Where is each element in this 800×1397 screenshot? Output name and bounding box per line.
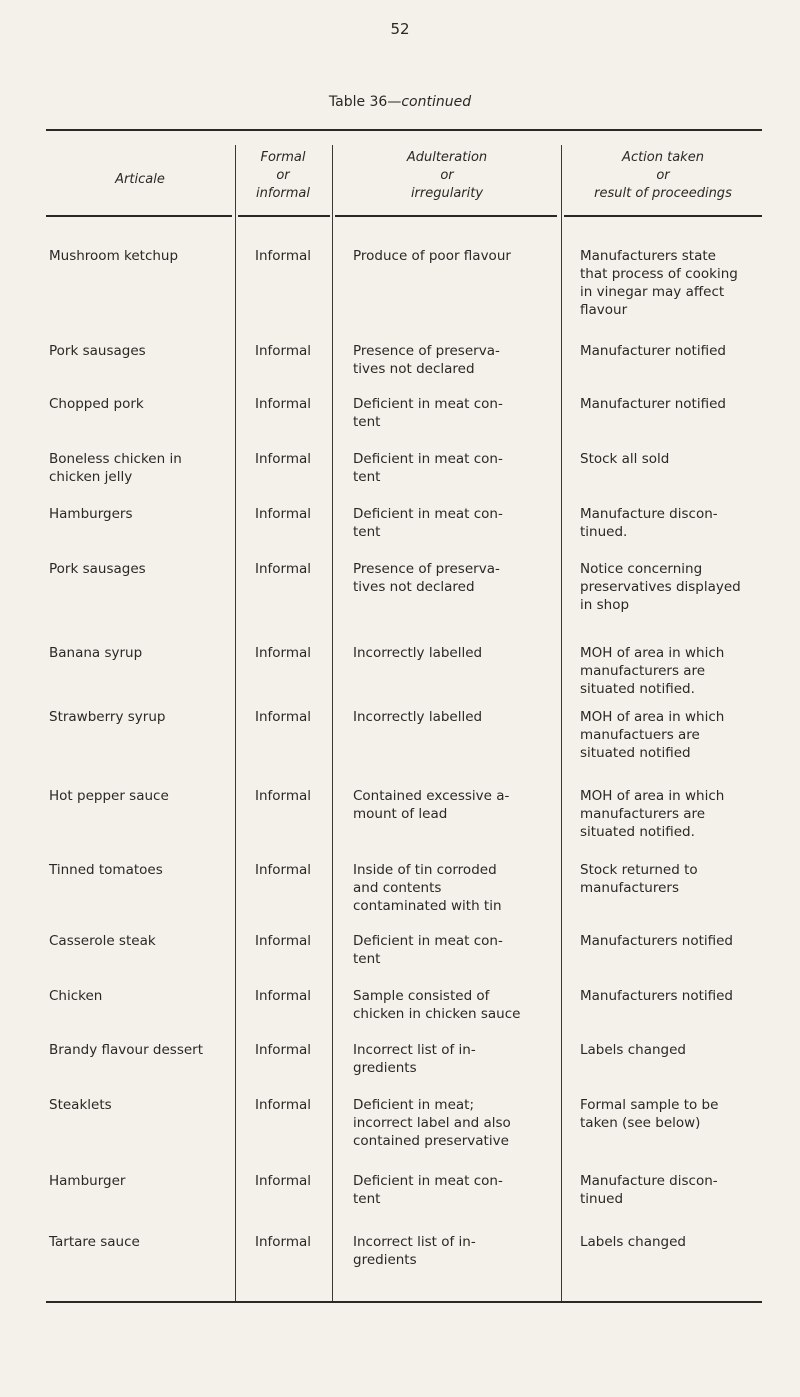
cell-line: Tinned tomatoes [49,862,163,878]
cell-action [580,708,765,762]
header-rule [564,215,762,217]
page-number: 52 [390,20,410,38]
cell-line: Incorrectly labelled [353,645,483,661]
column-divider [332,145,333,1301]
cell-line: tives not declared [353,361,475,377]
cell-action [580,987,765,1005]
cell-article [49,1233,234,1251]
cell-line: Manufacturers notified [580,988,734,1004]
cell-line: tent [353,414,381,430]
cell-adulteration [353,1041,553,1077]
cell-adulteration [353,708,553,726]
cell-line: MOH of area in which [580,709,725,725]
cell-formal: Informal [254,788,312,804]
cell-line: Manufacturers notified [580,933,734,949]
cell-formal: Informal [254,1173,312,1189]
header-action [563,149,763,203]
cell-line: Produce of poor flavour [353,248,511,264]
cell-line: Inside of tin corroded [353,862,497,878]
header-adulteration-line: or [440,168,454,183]
cell-line: Manufacture discon- [580,506,718,522]
table-title-main: Table 36— [328,94,402,110]
cell-adulteration [353,1172,553,1208]
cell-line: Manufacture discon- [580,1173,718,1189]
cell-line: Presence of preserva- [353,343,500,359]
cell-line: Deficient in meat; [353,1097,474,1113]
cell-formal: Informal [254,1097,312,1113]
cell-line: Deficient in meat con- [353,451,503,467]
cell-line: Hamburger [49,1173,126,1189]
cell-line: Hamburgers [49,506,133,522]
cell-article [49,450,234,486]
cell-article [49,505,234,523]
cell-line: incorrect label and also [353,1115,511,1131]
cell-formal: Informal [254,1234,312,1250]
cell-formal: Informal [254,561,312,577]
cell-formal: Informal [254,988,312,1004]
cell-formal: Informal [254,709,312,725]
cell-line: manufactuers are [580,727,700,743]
cell-adulteration [353,505,553,541]
cell-article [49,1172,234,1190]
cell-line: tinued [580,1191,624,1207]
header-action-line: result of proceedings [594,186,732,201]
cell-line: taken (see below) [580,1115,701,1131]
cell-line: tent [353,469,381,485]
cell-action [580,450,765,468]
cell-line: Pork sausages [49,561,146,577]
cell-action [580,1233,765,1251]
header-adulteration [334,149,560,203]
cell-action [580,1041,765,1059]
header-article: Articale [115,172,165,187]
cell-line: contained preservative [353,1133,509,1149]
cell-article [49,342,234,360]
header-formal-line: informal [256,186,310,201]
cell-line: manufacturers are [580,806,706,822]
cell-line: Boneless chicken in [49,451,182,467]
cell-line: Labels changed [580,1042,686,1058]
cell-line: Presence of preserva- [353,561,500,577]
cell-line: MOH of area in which [580,645,725,661]
top-rule [46,129,762,131]
header-rule [238,215,330,217]
cell-action [580,247,765,319]
cell-line: gredients [353,1252,417,1268]
cell-line: situated notified. [580,824,695,840]
cell-line: tent [353,524,381,540]
cell-article [49,787,234,805]
cell-adulteration [353,395,553,431]
cell-line: tent [353,951,381,967]
cell-action [580,861,765,897]
cell-adulteration [353,342,553,378]
header-rule [46,215,232,217]
cell-line: Incorrect list of in- [353,1234,476,1250]
cell-line: Sample consisted of [353,988,490,1004]
cell-formal: Informal [254,248,312,264]
cell-line: in vinegar may affect [580,284,725,300]
cell-line: Tartare sauce [49,1234,140,1250]
cell-formal: Informal [254,343,312,359]
cell-line: Stock all sold [580,451,670,467]
cell-line: tent [353,1191,381,1207]
cell-action [580,1096,765,1132]
cell-article [49,1041,234,1059]
cell-line: Mushroom ketchup [49,248,179,264]
header-formal-line: or [276,168,290,183]
cell-line: Labels changed [580,1234,686,1250]
cell-line: Strawberry syrup [49,709,166,725]
cell-action [580,787,765,841]
cell-line: that process of cooking [580,266,738,282]
bottom-rule [46,1301,762,1303]
cell-formal: Informal [254,506,312,522]
cell-adulteration [353,861,553,915]
cell-line: Incorrect list of in- [353,1042,476,1058]
cell-line: and contents [353,880,442,896]
cell-action [580,395,765,413]
cell-article [49,987,234,1005]
cell-line: Notice concerning [580,561,703,577]
header-formal [236,149,330,203]
cell-line: mount of lead [353,806,448,822]
cell-article [49,395,234,413]
cell-line: in shop [580,597,630,613]
cell-line: chicken jelly [49,469,133,485]
cell-article [49,247,234,265]
header-adulteration-line: Adulteration [406,150,488,165]
cell-action [580,505,765,541]
cell-line: flavour [580,302,628,318]
cell-article [49,644,234,662]
cell-line: situated notified [580,745,691,761]
cell-adulteration [353,644,553,662]
cell-action [580,1172,765,1208]
cell-formal: Informal [254,645,312,661]
cell-line: situated notified. [580,681,695,697]
cell-adulteration [353,1233,553,1269]
cell-line: Contained excessive a- [353,788,510,804]
cell-line: preservatives displayed [580,579,741,595]
table-title [0,94,800,110]
cell-line: Deficient in meat con- [353,506,503,522]
cell-line: MOH of area in which [580,788,725,804]
cell-line: Deficient in meat con- [353,396,503,412]
header-action-line: or [656,168,670,183]
cell-line: Pork sausages [49,343,146,359]
cell-action [580,342,765,360]
cell-formal: Informal [254,396,312,412]
cell-line: chicken in chicken sauce [353,1006,521,1022]
cell-line: Chopped pork [49,396,144,412]
cell-adulteration [353,1096,553,1150]
cell-adulteration [353,247,553,265]
cell-line: tinued. [580,524,628,540]
cell-line: Stock returned to [580,862,698,878]
cell-adulteration [353,560,553,596]
cell-line: Hot pepper sauce [49,788,169,804]
cell-adulteration [353,787,553,823]
cell-action [580,560,765,614]
cell-line: Steaklets [49,1097,112,1113]
cell-line: Manufacturer notified [580,396,726,412]
cell-line: Brandy flavour dessert [49,1042,204,1058]
cell-line: manufacturers [580,880,679,896]
cell-article [49,932,234,950]
cell-line: Formal sample to be [580,1097,719,1113]
cell-article [49,1096,234,1114]
cell-line: Casserole steak [49,933,156,949]
cell-line: gredients [353,1060,417,1076]
cell-line: Chicken [49,988,103,1004]
cell-line: Incorrectly labelled [353,709,483,725]
cell-line: contaminated with tin [353,898,502,914]
cell-line: Manufacturer notified [580,343,726,359]
cell-line: manufacturers are [580,663,706,679]
cell-formal: Informal [254,933,312,949]
header-action-line: Action taken [622,150,704,165]
cell-formal: Informal [254,1042,312,1058]
cell-formal: Informal [254,862,312,878]
cell-action [580,932,765,950]
cell-line: Manufacturers state [580,248,716,264]
header-formal-line: Formal [260,150,306,165]
cell-action [580,644,765,698]
cell-line: Banana syrup [49,645,143,661]
header-rule [335,215,557,217]
cell-line: Deficient in meat con- [353,1173,503,1189]
cell-article [49,708,234,726]
cell-line: tives not declared [353,579,475,595]
column-divider [561,145,562,1301]
header-adulteration-line: irregularity [410,186,484,201]
cell-adulteration [353,450,553,486]
cell-adulteration [353,932,553,968]
cell-adulteration [353,987,553,1023]
cell-formal: Informal [254,451,312,467]
table-title-suffix: continued [401,94,472,110]
cell-line: Deficient in meat con- [353,933,503,949]
cell-article [49,560,234,578]
cell-article [49,861,234,879]
